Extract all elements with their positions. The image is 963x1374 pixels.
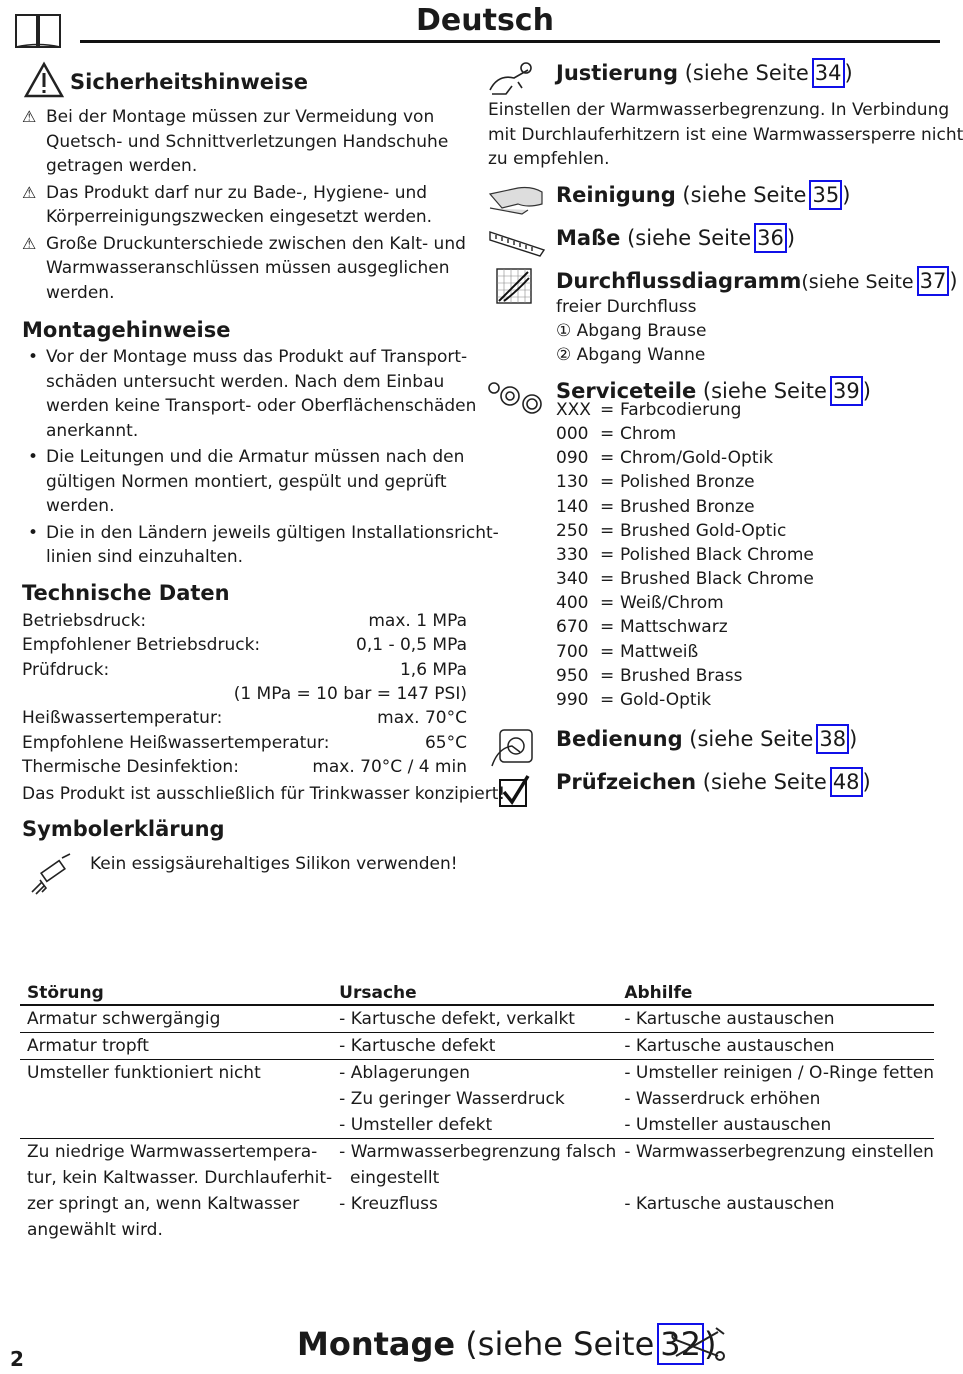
service-color-name: Farbcodierung: [620, 400, 742, 420]
mount-item-line: gültigen Normen montiert, gespült und geprüft: [46, 471, 447, 492]
durchfluss-line: ② Abgang Wanne: [556, 345, 706, 365]
table-cell-line: eingestellt: [339, 1168, 440, 1188]
close-paren: ): [844, 61, 853, 85]
safety-item-line: Große Druckunterschiede zwischen den Kalt- und: [46, 233, 466, 254]
troubleshooting-table: [20, 982, 934, 1243]
table-cell-line: Armatur tropft: [27, 1036, 149, 1056]
equals-sign: =: [600, 496, 615, 517]
tech-value: max. 70°C / 4 min: [312, 756, 467, 777]
reinigung-page-link[interactable]: 35: [809, 180, 842, 210]
table-cell-line: - Kreuzfluss: [339, 1194, 438, 1214]
tech-note: Das Produkt ist ausschließlich für Trinkwasser konzipiert!: [22, 784, 506, 804]
equals-sign: =: [600, 689, 615, 710]
mount-item-line: Die in den Ländern jeweils gültigen Installationsricht-: [46, 522, 499, 543]
seite-prefix: (siehe Seite: [689, 727, 814, 751]
service-code-row: [556, 470, 755, 494]
table-cell-line: Umsteller funktioniert nicht: [27, 1063, 261, 1083]
close-paren: ): [704, 1325, 717, 1363]
service-code-row: [556, 543, 814, 567]
service-color-name: Polished Black Chrome: [620, 544, 814, 565]
table-cell: [332, 1005, 617, 1033]
service-code: 090: [556, 448, 589, 469]
service-color-name: Chrom: [620, 424, 677, 445]
service-color-name: Brushed Bronze: [620, 496, 755, 517]
cleaning-hand-icon: [488, 182, 546, 220]
service-code-row: [556, 664, 743, 688]
safety-item-line: Das Produkt darf nur zu Bade-, Hygiene- und: [46, 182, 428, 203]
checkmark-icon: [498, 774, 532, 812]
tech-value: 1,6 MPa: [399, 659, 467, 680]
tech-title: Technische Daten: [22, 581, 230, 605]
close-paren: ): [862, 379, 871, 403]
table-cell-line: - Kartusche austauschen: [624, 1036, 835, 1056]
durchfluss-line: ① Abgang Brause: [556, 321, 707, 341]
tech-label: Betriebsdruck:: [22, 611, 147, 631]
table-cell-line: angewählt wird.: [27, 1220, 163, 1240]
service-code-row: [556, 398, 741, 422]
table-cell: [332, 1033, 617, 1060]
equals-sign: =: [600, 424, 615, 445]
bullet-icon: •: [28, 522, 39, 543]
table-row: [20, 1139, 934, 1244]
table-cell: [20, 1139, 332, 1244]
book-icon: [14, 12, 62, 50]
table-cell-line: - Umsteller reinigen / O-Ringe fetten: [624, 1063, 934, 1083]
service-code-row: [556, 640, 698, 664]
warning-triangle-icon: [24, 62, 64, 102]
service-color-name: Brushed Gold-Optic: [620, 520, 787, 541]
service-code-row: [556, 615, 728, 639]
mount-item-line: schäden untersucht werden. Nach dem Einbau: [46, 371, 445, 392]
table-cell-line: Armatur schwergängig: [27, 1009, 221, 1029]
equals-sign: =: [600, 641, 615, 662]
service-color-name: Mattschwarz: [620, 617, 728, 638]
ruler-icon: [488, 226, 546, 262]
justierung-heading: [556, 58, 853, 88]
table-cell: [20, 1060, 332, 1139]
table-cell-line: - Kartusche austauschen: [624, 1194, 835, 1214]
warning-small-icon: ⚠: [22, 182, 37, 202]
seite-prefix: (siehe Seite: [702, 379, 827, 403]
justierung-desc-line: Einstellen der Warmwasserbegrenzung. In Verbindung: [488, 100, 950, 120]
bullet-icon: •: [28, 347, 39, 367]
table-cell: [20, 1005, 332, 1033]
equals-sign: =: [600, 665, 615, 686]
symbol-title: Symbolerklärung: [22, 817, 225, 841]
service-code: 400: [556, 593, 589, 614]
justierung-desc-line: zu empfehlen.: [488, 149, 610, 169]
table-cell-line: - Wasserdruck erhöhen: [624, 1089, 821, 1109]
durchfluss-page-link[interactable]: 37: [917, 266, 950, 296]
justierung-desc-line: mit Durchlauferhitzern ist eine Warmwassersperre nicht: [488, 124, 963, 145]
tech-value: max. 1 MPa: [368, 611, 467, 631]
table-cell-line: - Umsteller defekt: [339, 1115, 493, 1135]
bedienung-heading: [556, 724, 857, 754]
tech-label: Heißwassertemperatur:: [22, 708, 223, 729]
service-color-name: Brushed Black Chrome: [620, 569, 814, 590]
service-code-row: [556, 519, 786, 543]
masse-heading: [556, 223, 795, 253]
header-rule: [80, 40, 940, 43]
masse-title: Maße: [556, 226, 621, 250]
tech-value: 0,1 - 0,5 MPa: [356, 635, 467, 656]
service-color-name: Mattweiß: [620, 641, 699, 662]
safety-item-line: Warmwasseranschlüssen müssen ausgeglichen: [46, 258, 450, 278]
service-code: XXX: [556, 400, 591, 420]
table-cell: [617, 1033, 934, 1060]
table-cell: [20, 1033, 332, 1060]
page-number: 2: [10, 1347, 24, 1371]
table-cell-line: - Kartusche defekt, verkalkt: [339, 1009, 575, 1029]
table-cell-line: Zu niedrige Warmwassertempera-: [27, 1142, 318, 1162]
tech-label: Thermische Desinfektion:: [22, 756, 239, 777]
justierung-page-link[interactable]: 34: [812, 58, 845, 88]
montage-page-link[interactable]: 32: [657, 1323, 704, 1365]
equals-sign: =: [600, 448, 615, 469]
equals-sign: =: [600, 520, 615, 541]
reinigung-heading: [556, 180, 850, 210]
warning-small-icon: ⚠: [22, 107, 37, 126]
durchfluss-line: freier Durchfluss: [556, 297, 697, 317]
service-color-name: Brushed Brass: [620, 665, 743, 686]
service-code: 000: [556, 424, 589, 445]
header-ursache: Ursache: [332, 982, 617, 1005]
header-abhilfe: Abhilfe: [617, 982, 934, 1005]
table-cell: [617, 1139, 934, 1244]
bedienung-page-link[interactable]: 38: [816, 724, 849, 754]
table-row: [20, 1005, 934, 1033]
tech-value: (1 MPa = 10 bar = 147 PSI): [233, 683, 467, 704]
tech-value: 65°C: [424, 732, 467, 753]
table-row: [20, 1060, 934, 1139]
service-title: Serviceteile: [556, 379, 697, 403]
mount-item-line: werden.: [46, 496, 115, 516]
bedienung-title: Bedienung: [556, 727, 683, 751]
equals-sign: =: [600, 617, 615, 638]
table-cell-line: - Ablagerungen: [339, 1063, 471, 1083]
silicone-gun-icon: [28, 852, 72, 900]
close-paren: ): [949, 269, 958, 293]
pruefzeichen-heading: [556, 767, 871, 797]
table-cell: [332, 1139, 617, 1244]
montage-heading: [297, 1322, 716, 1366]
safety-item-line: getragen werden.: [46, 156, 198, 176]
mount-item-line: linien sind einzuhalten.: [46, 547, 244, 567]
close-paren: ): [849, 727, 858, 751]
service-code: 700: [556, 641, 589, 662]
bullet-icon: •: [28, 447, 39, 467]
service-page-link[interactable]: 39: [830, 376, 863, 406]
seite-prefix: (siehe Seite: [627, 226, 752, 250]
justierung-title: Justierung: [556, 61, 679, 85]
service-code: 250: [556, 520, 589, 541]
operation-hand-icon: [490, 726, 540, 772]
table-cell-line: zer springt an, wenn Kaltwasser: [27, 1194, 300, 1214]
seite-prefix: (siehe Seite: [684, 61, 809, 85]
tech-value: max. 70°C: [377, 708, 467, 729]
tech-label: Empfohlener Betriebsdruck:: [22, 635, 261, 656]
table-cell: [617, 1060, 934, 1139]
table-row: [20, 1033, 934, 1060]
mount-item-line: anerkannt.: [46, 420, 139, 441]
page-language-title: Deutsch: [416, 3, 554, 38]
warning-small-icon: ⚠: [22, 233, 37, 253]
equals-sign: =: [600, 544, 615, 565]
close-paren: ): [862, 770, 871, 794]
service-color-name: Chrom/Gold-Optik: [620, 448, 774, 469]
safety-item-line: Bei der Montage müssen zur Vermeidung von: [46, 107, 435, 127]
spare-parts-icon: [486, 378, 546, 422]
montage-title: Montage: [297, 1325, 456, 1363]
table-header-row: [20, 982, 934, 1005]
table-cell-line: - Umsteller austauschen: [624, 1115, 832, 1135]
mount-item-line: Die Leitungen und die Armatur müssen nach den: [46, 447, 465, 467]
service-code: 950: [556, 665, 589, 686]
flow-diagram-icon: [496, 268, 532, 308]
table-cell-line: - Warmwasserbegrenzung falsch: [339, 1142, 617, 1162]
equals-sign: =: [600, 400, 615, 420]
close-paren: ): [786, 226, 796, 250]
service-code: 330: [556, 544, 589, 565]
tech-label: Empfohlene Heißwassertemperatur:: [22, 732, 330, 753]
table-cell: [332, 1060, 617, 1139]
close-paren: ): [842, 183, 851, 207]
service-code-row: [556, 567, 814, 591]
pruefzeichen-page-link[interactable]: 48: [830, 767, 863, 797]
durchfluss-title: Durchflussdiagramm: [556, 269, 802, 293]
seite-prefix: (siehe Seite: [702, 770, 827, 794]
table-cell-line: - Kartusche austauschen: [624, 1009, 835, 1029]
service-code-row: [556, 495, 755, 519]
service-code-row: [556, 446, 773, 470]
equals-sign: =: [600, 472, 615, 493]
service-code: 130: [556, 472, 589, 493]
tech-label: Prüfdruck:: [22, 659, 110, 680]
seite-prefix: (siehe Seite: [465, 1325, 655, 1363]
table-cell-line: tur, kein Kaltwasser. Durchlauferhit-: [27, 1168, 333, 1188]
service-code-row: [556, 422, 676, 446]
equals-sign: =: [600, 569, 615, 590]
table-cell-line: - Kartusche defekt: [339, 1036, 496, 1056]
service-code-row: [556, 591, 724, 615]
service-code: 670: [556, 617, 589, 638]
service-color-name: Polished Bronze: [620, 472, 755, 493]
seite-prefix: (siehe Seite: [801, 271, 914, 293]
masse-page-link[interactable]: 36: [754, 223, 787, 253]
table-cell-line: - Zu geringer Wasserdruck: [339, 1089, 565, 1109]
safety-item-line: werden.: [46, 282, 115, 303]
adjustment-icon: [488, 60, 536, 102]
safety-title: Sicherheitshinweise: [70, 70, 308, 94]
service-code: 140: [556, 496, 589, 517]
service-code: 990: [556, 689, 589, 710]
table-cell: [617, 1005, 934, 1033]
mount-item-line: Vor der Montage muss das Produkt auf Transport-: [46, 347, 468, 367]
table-cell-line: [624, 1165, 934, 1191]
header-stoerung: Störung: [20, 982, 332, 1005]
reinigung-title: Reinigung: [556, 183, 676, 207]
service-code-row: [556, 688, 711, 712]
service-color-name: Weiß/Chrom: [620, 593, 724, 614]
service-color-name: Gold-Optik: [620, 689, 712, 710]
durchfluss-heading: [556, 266, 958, 297]
equals-sign: =: [600, 593, 615, 614]
symbol-text: Kein essigsäurehaltiges Silikon verwenden!: [90, 854, 458, 874]
wrench-icon: [668, 1326, 728, 1366]
seite-prefix: (siehe Seite: [682, 183, 807, 207]
mount-title: Montagehinweise: [22, 318, 231, 342]
safety-item-line: Quetsch- und Schnittverletzungen Handschuhe: [46, 131, 449, 152]
service-code: 340: [556, 569, 589, 590]
table-cell-line: - Warmwasserbegrenzung einstellen: [624, 1142, 934, 1162]
pruefzeichen-title: Prüfzeichen: [556, 770, 697, 794]
mount-item-line: werden keine Transport- oder Oberflächenschäden: [46, 396, 477, 416]
safety-item-line: Körperreinigungszwecken eingesetzt werden.: [46, 207, 433, 227]
